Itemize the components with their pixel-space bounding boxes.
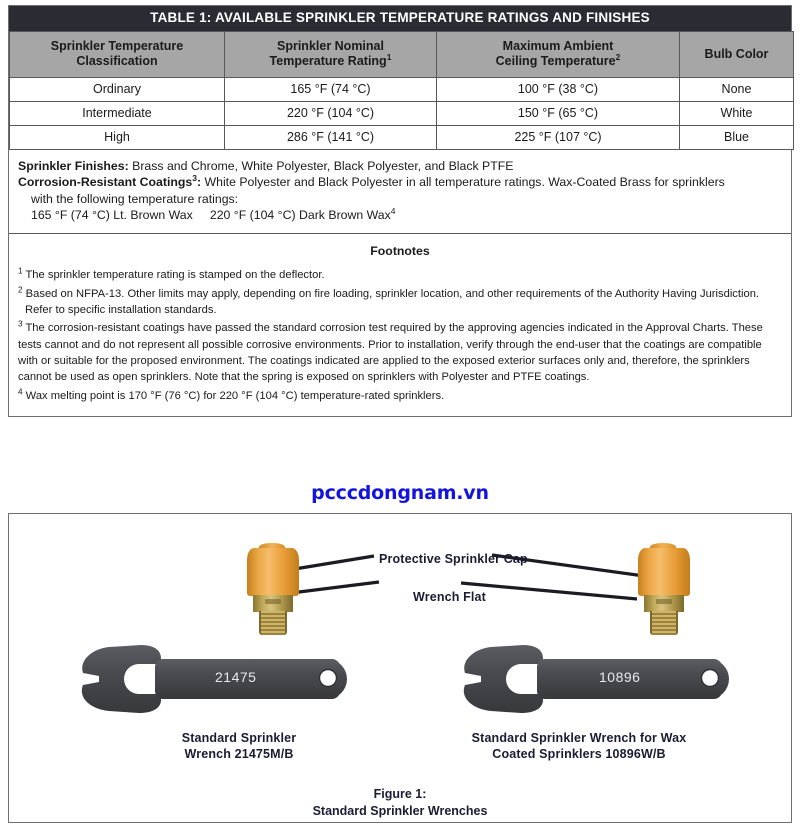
cell-bulb-color: White: [680, 102, 794, 126]
protective-sprinkler-cap: [638, 548, 690, 596]
cell-classification: High: [10, 126, 225, 150]
sprinkler-ratings-table: [9, 31, 794, 150]
wax-dark-brown: 220 °F (104 °C) Dark Brown Wax: [209, 208, 391, 223]
wrench-flat-hex: [644, 595, 684, 612]
column-header-nominal-rating: Sprinkler Nominal Temperature Rating$^1$: [225, 31, 437, 77]
footnote-item: [18, 286, 782, 319]
footnote-text: The sprinkler temperature rating is stamped on the deflector.: [25, 269, 325, 282]
sprinkler-threaded-shank: [650, 611, 678, 635]
wrench-caption-right: [414, 730, 744, 763]
table-row: [10, 102, 794, 126]
column-header-bulb-color: Bulb Color: [680, 31, 794, 77]
cell-classification: Intermediate: [10, 102, 225, 126]
wrench-caption-right-line1: Standard Sprinkler Wrench for Wax: [471, 731, 687, 745]
footnotes-heading: Footnotes: [370, 244, 430, 259]
footnote-text: The corrosion-resistant coatings have passed the standard corrosion test required by the approving agencies indicated in the Approval Charts.: [25, 322, 729, 335]
footnote-ref-3: 3: [192, 173, 197, 184]
wrench-shape-icon: [69, 641, 359, 721]
cell-nominal-rating: 165 °F (74 °C): [225, 78, 437, 102]
figure-caption-line1: Figure 1:: [373, 787, 427, 801]
wax-light-brown: 165 °F (74 °C) Lt. Brown Wax: [31, 208, 193, 223]
wrench-graphic-left: [69, 641, 349, 725]
sprinkler-assembly-left: [241, 536, 305, 636]
figure-caption: [9, 786, 791, 819]
footnote-ref-4: 4: [390, 206, 396, 217]
wrench-graphic-right: [451, 641, 731, 725]
finishes-text: Brass and Chrome, White Polyester, Black Polyester, and Black PTFE: [128, 159, 514, 174]
sprinkler-threaded-shank: [259, 611, 287, 635]
wrench-stamp-number: 21475: [215, 669, 257, 685]
footnote-continuation: These tests cannot and do not represent all possible corrosive environments. Prior to installation, verify through the end-user that the coatings are compatible with or suitable for the proposed environment. The coatings indicated are applied to the exposed exterior surfaces only and, therefore, the sprinklers cannot be used as open sprinklers. Note that the spring is exposed on sprinklers with Polyester and PTFE coatings.: [18, 322, 763, 384]
footnote-continuation: Refer to specific installation standards.: [25, 304, 217, 317]
wrench-shape-icon: [451, 641, 741, 721]
cell-bulb-color: Blue: [680, 126, 794, 150]
cell-nominal-rating: 286 °F (141 °C): [225, 126, 437, 150]
column-header-classification: Sprinkler Temperature Classification: [10, 31, 225, 77]
footnote-ref-2: 2: [615, 52, 621, 63]
cell-max-ambient: 100 °F (38 °C): [437, 78, 680, 102]
column-header-max-ambient: Maximum Ambient Ceiling Temperature$^2$: [437, 31, 680, 77]
table-row: [10, 126, 794, 150]
coatings-label: Corrosion-Resistant Coatings: [18, 175, 193, 190]
finishes-label: Sprinkler Finishes:: [18, 159, 129, 174]
cell-max-ambient: 150 °F (65 °C): [437, 102, 680, 126]
callout-label-protective-sprinkler-cap: Protective Sprinkler Cap: [379, 552, 528, 566]
wax-ratings-line: [18, 207, 782, 223]
table-header-row: [10, 31, 794, 77]
corrosion-coatings-line: [18, 174, 782, 190]
site-watermark: pcccdongnam.vn: [311, 482, 489, 504]
table-title: TABLE 1: AVAILABLE SPRINKLER TEMPERATURE RATINGS AND FINISHES: [9, 6, 791, 31]
footnote-text: Wax melting point is 170 °F (76 °C) for 220 °F (104 °C) temperature-rated sprinklers.: [25, 389, 445, 402]
wrench-caption-left-line2: Wrench 21475M/B: [184, 747, 294, 762]
figure-1-panel: [8, 513, 792, 823]
footnote-item: [18, 388, 782, 404]
footnote-text: Based on NFPA-13. Other limits may apply, depending on fire loading, sprinkler location, and other requirements of the Authority Having Jurisdiction.: [25, 287, 760, 300]
sprinkler-assembly-right: [632, 536, 696, 636]
wrench-caption-left: [109, 730, 369, 763]
callout-label-wrench-flat: Wrench Flat: [413, 590, 486, 604]
cell-bulb-color: None: [680, 78, 794, 102]
cell-max-ambient: 225 °F (107 °C): [437, 126, 680, 150]
footnote-item: [18, 320, 782, 385]
wrench-caption-left-line1: Standard Sprinkler: [181, 731, 297, 745]
wrench-caption-right-line2: Coated Sprinklers 10896W/B: [492, 747, 666, 762]
wrench-flat-hex: [253, 595, 293, 612]
footnote-marker: 3: [18, 319, 23, 329]
coatings-continuation: with the following temperature ratings:: [31, 191, 239, 206]
footnote-marker: 2: [18, 285, 23, 295]
footnote-item: [18, 267, 782, 283]
footnote-marker: 4: [18, 387, 23, 397]
table-row: [10, 78, 794, 102]
wrench-stamp-number: 10896: [599, 669, 641, 685]
footnote-marker: 1: [18, 266, 23, 276]
cell-classification: Ordinary: [10, 78, 225, 102]
figure-caption-line2: Standard Sprinkler Wrenches: [312, 803, 488, 818]
footnote-ref-1: 1: [386, 52, 392, 63]
table-1-panel: [8, 5, 792, 417]
finishes-section: [9, 150, 791, 234]
sprinkler-finishes-line: [18, 158, 782, 174]
cell-nominal-rating: 220 °F (104 °C): [225, 102, 437, 126]
coatings-colon: :: [196, 175, 202, 190]
footnotes-section: [9, 234, 791, 416]
coatings-text: White Polyester and Black Polyester in all temperature ratings. Wax-Coated Brass for sprinklers: [201, 175, 725, 190]
protective-sprinkler-cap: [247, 548, 299, 596]
